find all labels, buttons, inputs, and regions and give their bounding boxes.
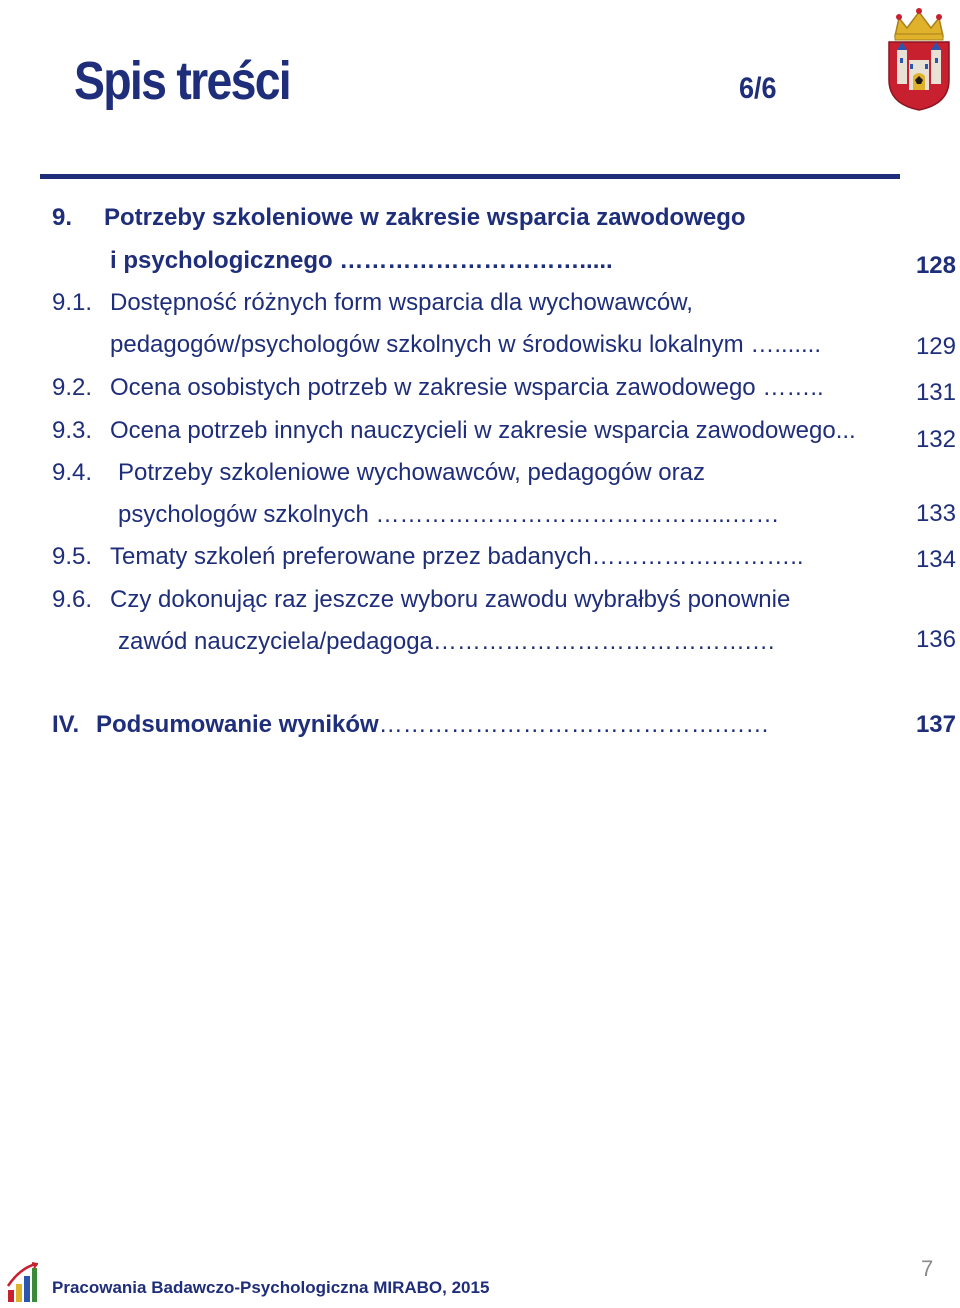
toc-entry-row <box>96 711 769 739</box>
page-title: Spis treści <box>74 51 290 111</box>
toc-page-number: 136 <box>915 626 956 653</box>
toc-page-number: 137 <box>915 711 956 738</box>
toc-number: 9.3. <box>52 417 93 444</box>
toc-entry-title: Ocena osobistych potrzeb w zakresie wsparcia zawodowego …….. <box>110 374 824 401</box>
footer-organization: Pracowania Badawczo-Psychologiczna MIRABO, 2015 <box>52 1278 490 1297</box>
toc-entry-title: Dostępność różnych form wsparcia dla wychowawców, <box>110 289 693 316</box>
toc-entry-title: Podsumowanie wyników <box>96 711 379 738</box>
toc-number: 9. <box>52 204 73 231</box>
toc-entry-title: Tematy szkoleń preferowane przez badanych…………….……….. <box>110 543 804 570</box>
toc-entry-title: Potrzeby szkoleniowe w zakresie wsparcia zawodowego <box>104 204 746 231</box>
toc-entry-title: Potrzeby szkoleniowe wychowawców, pedagogów oraz <box>118 459 705 486</box>
toc-entry-title: Ocena potrzeb innych nauczycieli w zakresie wsparcia zawodowego... <box>110 417 856 444</box>
toc-page-number: 131 <box>915 379 956 406</box>
toc-number: 9.1. <box>52 289 93 316</box>
toc-page-number: 128 <box>915 252 956 279</box>
toc-entry-title: pedagogów/psychologów szkolnych w środowisku lokalnym …....... <box>110 331 821 358</box>
mirabo-logo <box>6 1262 38 1304</box>
krakow-coat-of-arms-logo <box>885 6 953 112</box>
toc-page-number: 129 <box>915 333 956 360</box>
toc-number: IV. <box>52 711 80 738</box>
footer-page-number: 7 <box>921 1256 934 1281</box>
toc-entry-title: Czy dokonując raz jeszcze wyboru zawodu wybrałbyś ponownie <box>110 586 791 613</box>
header-divider <box>40 174 900 179</box>
toc-page-number: 132 <box>915 426 956 453</box>
toc-number: 9.6. <box>52 586 93 613</box>
toc-page-number: 133 <box>915 500 956 527</box>
toc-number: 9.4. <box>52 459 93 486</box>
toc-entry-title: i psychologicznego …………………………..... <box>110 247 613 274</box>
toc-page-number: 134 <box>915 546 956 573</box>
section-page-indicator: 6/6 <box>739 72 777 105</box>
toc-leader-dots: …………………………………….…… <box>378 711 770 738</box>
toc-entry-title: psychologów szkolnych ……………………………………...…… <box>118 501 780 528</box>
toc-number: 9.2. <box>52 374 93 401</box>
toc-entry-title: zawód nauczyciela/pedagoga………………………………….… <box>118 628 776 655</box>
toc-number: 9.5. <box>52 543 93 570</box>
